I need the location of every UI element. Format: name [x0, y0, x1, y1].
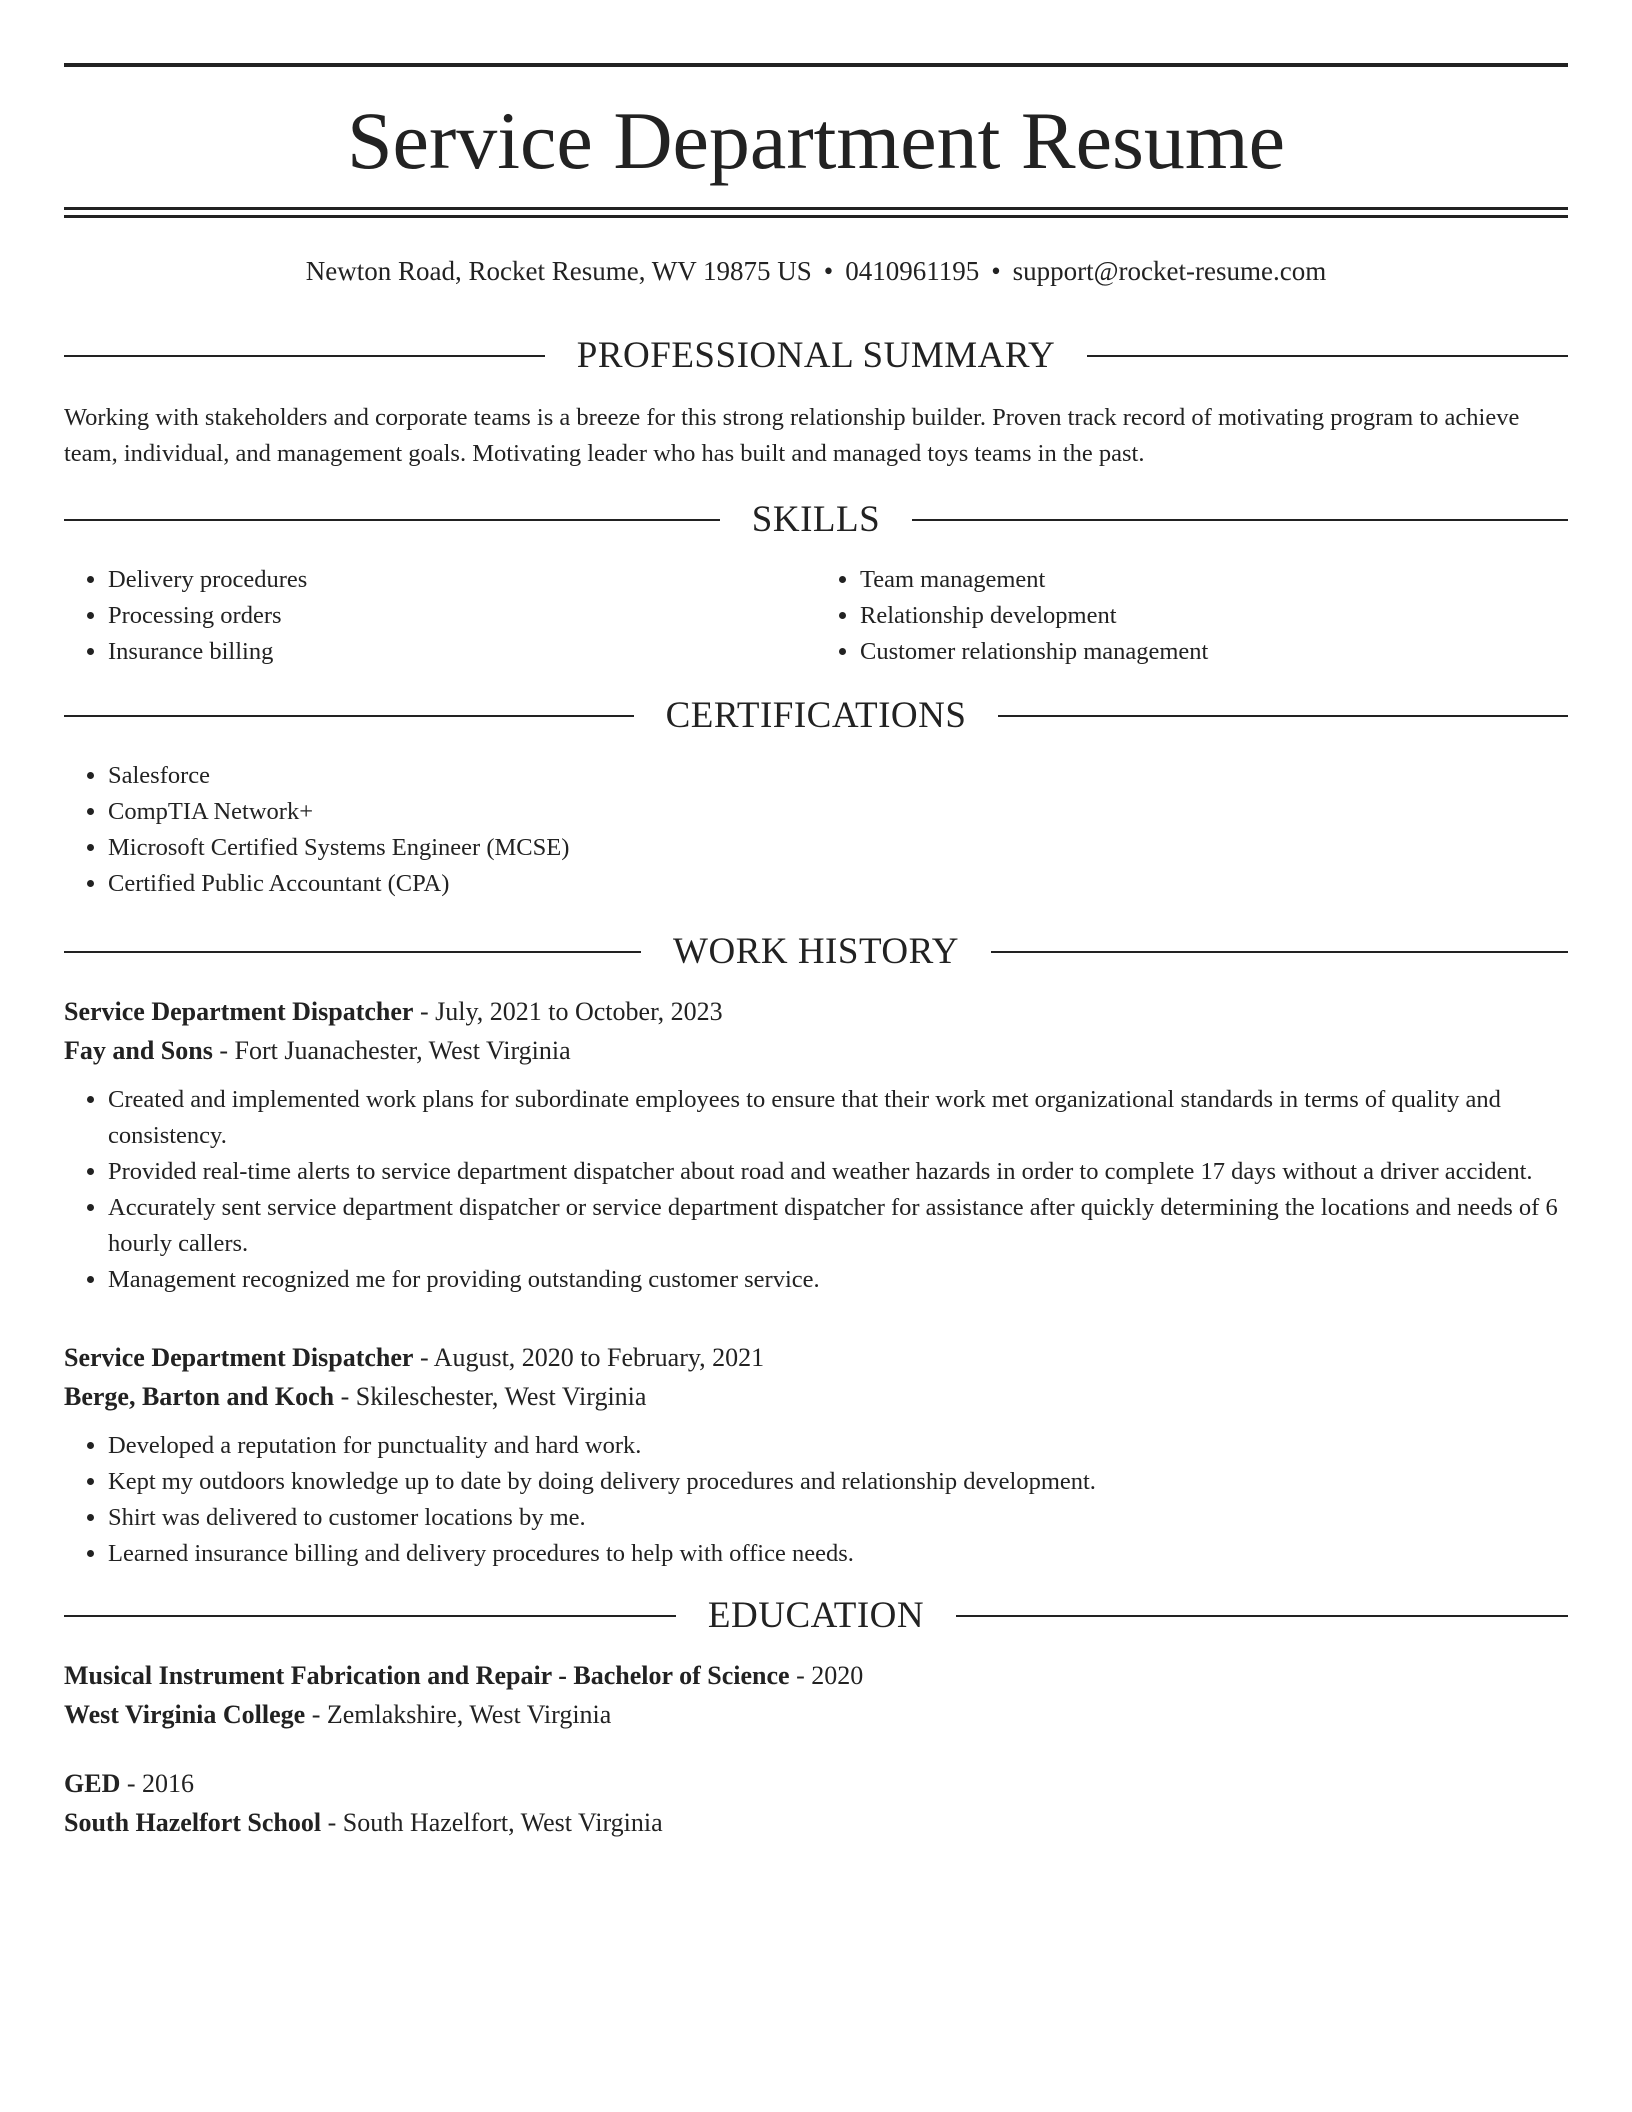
- education-school-line: [64, 1695, 1568, 1734]
- section-rule-left: [64, 715, 634, 717]
- job-bullets: [64, 1082, 1568, 1298]
- job-company-line: [64, 1377, 1568, 1416]
- job-bullet: • Kept my outdoors knowledge up to date by doing delivery procedures and relationship development.: [108, 1464, 1568, 1500]
- job-bullet: • Created and implemented work plans for subordinate employees to ensure that their work met organizational standards in terms of quality and consistency.: [108, 1082, 1568, 1154]
- certifications-list: [64, 758, 1568, 902]
- contact-phone: 0410961195: [845, 256, 980, 286]
- certification-item: • Salesforce: [108, 758, 1568, 794]
- job-title-line: [64, 1338, 1568, 1377]
- education-location: - South Hazelfort, West Virginia: [321, 1808, 663, 1837]
- resume-title: Service Department Resume: [346, 95, 1286, 186]
- job-company: Fay and Sons: [64, 1036, 213, 1065]
- education-school-line: [64, 1803, 1568, 1842]
- job-bullets: [64, 1428, 1568, 1572]
- section-header-summary: [64, 330, 1568, 382]
- skill-item: • Team management: [860, 562, 1568, 598]
- job-bullet: • Management recognized me for providing outstanding customer service.: [108, 1262, 1568, 1298]
- title-rule-upper: [64, 207, 1568, 210]
- skill-item: • Insurance billing: [108, 634, 816, 670]
- section-rule-left: [64, 951, 641, 953]
- skill-item: • Processing orders: [108, 598, 816, 634]
- section-rule-right: [991, 951, 1568, 953]
- job-bullet: • Accurately sent service department dispatcher or service department dispatcher for assistance after quickly determining the locations and needs of 6 hourly callers.: [108, 1190, 1568, 1262]
- job-company-line: [64, 1031, 1568, 1070]
- resume-body: [64, 330, 1568, 1842]
- skill-item: • Customer relationship management: [860, 634, 1568, 670]
- skills-column-left: [64, 562, 816, 670]
- contact-email: support@rocket-resume.com: [1012, 256, 1327, 286]
- contact-line: [64, 253, 1568, 289]
- title-rule-lower: [64, 215, 1568, 218]
- education-school: West Virginia College: [64, 1700, 306, 1729]
- certification-item: • Certified Public Accountant (CPA): [108, 866, 1568, 902]
- certification-item: • Microsoft Certified Systems Engineer (MCSE): [108, 830, 1568, 866]
- job-entry: [64, 992, 1568, 1298]
- skill-item: • Delivery procedures: [108, 562, 816, 598]
- job-dates: - August, 2020 to February, 2021: [413, 1343, 765, 1372]
- contact-address: Newton Road, Rocket Resume, WV 19875 US: [305, 256, 812, 286]
- section-header-certifications: [64, 690, 1568, 742]
- job-entry: [64, 1338, 1568, 1572]
- section-rule-right: [956, 1615, 1568, 1617]
- skill-item: • Relationship development: [860, 598, 1568, 634]
- job-company: Berge, Barton and Koch: [64, 1382, 335, 1411]
- education-location: - Zemlakshire, West Virginia: [305, 1700, 612, 1729]
- job-title: Service Department Dispatcher: [64, 1343, 414, 1372]
- job-title-line: [64, 992, 1568, 1031]
- job-title: Service Department Dispatcher: [64, 997, 414, 1026]
- job-bullet: • Provided real-time alerts to service department dispatcher about road and weather hazards in order to complete 17 days without a driver accident.: [108, 1154, 1568, 1190]
- education-entry: [64, 1656, 1568, 1734]
- section-title-work-history: WORK HISTORY: [673, 931, 959, 972]
- section-title-skills: SKILLS: [751, 499, 881, 540]
- summary-text: Working with stakeholders and corporate teams is a breeze for this strong relationship builder. Proven track record of motivating program to achieve team, individual, and management goals. Motivating leader who has built and managed toys teams in the past.: [64, 404, 1520, 467]
- contact-separator: •: [823, 256, 834, 286]
- section-rule-left: [64, 1615, 676, 1617]
- section-rule-right: [1087, 355, 1568, 357]
- section-rule-right: [912, 519, 1568, 521]
- job-location: - Skileschester, West Virginia: [334, 1382, 647, 1411]
- section-rule-right: [998, 715, 1568, 717]
- education-year: - 2016: [120, 1769, 195, 1798]
- section-rule-left: [64, 355, 545, 357]
- section-rule-left: [64, 519, 720, 521]
- contact-separator: •: [991, 256, 1001, 286]
- section-header-skills: [64, 494, 1568, 546]
- job-bullet: • Developed a reputation for punctuality and hard work.: [108, 1428, 1568, 1464]
- education-degree: GED: [64, 1769, 121, 1798]
- section-title-summary: PROFESSIONAL SUMMARY: [576, 335, 1056, 376]
- job-bullet: • Learned insurance billing and delivery procedures to help with office needs.: [108, 1536, 1568, 1572]
- skills-list: [64, 562, 1568, 670]
- skills-column-right: [816, 562, 1568, 670]
- education-degree: Musical Instrument Fabrication and Repair - Bachelor of Science: [64, 1661, 790, 1690]
- section-title-certifications: CERTIFICATIONS: [665, 695, 967, 736]
- education-entry: [64, 1764, 1568, 1842]
- job-dates: - July, 2021 to October, 2023: [413, 997, 723, 1026]
- education-school: South Hazelfort School: [64, 1808, 322, 1837]
- education-degree-line: [64, 1764, 1568, 1803]
- job-location: - Fort Juanachester, West Virginia: [212, 1036, 571, 1065]
- education-degree-line: [64, 1656, 1568, 1695]
- section-header-education: [64, 1590, 1568, 1642]
- section-header-work-history: [64, 926, 1568, 978]
- job-bullet: • Shirt was delivered to customer locations by me.: [108, 1500, 1568, 1536]
- top-rule: [64, 63, 1568, 67]
- education-year: - 2020: [789, 1661, 864, 1690]
- certification-item: • CompTIA Network+: [108, 794, 1568, 830]
- section-title-education: EDUCATION: [707, 1595, 925, 1636]
